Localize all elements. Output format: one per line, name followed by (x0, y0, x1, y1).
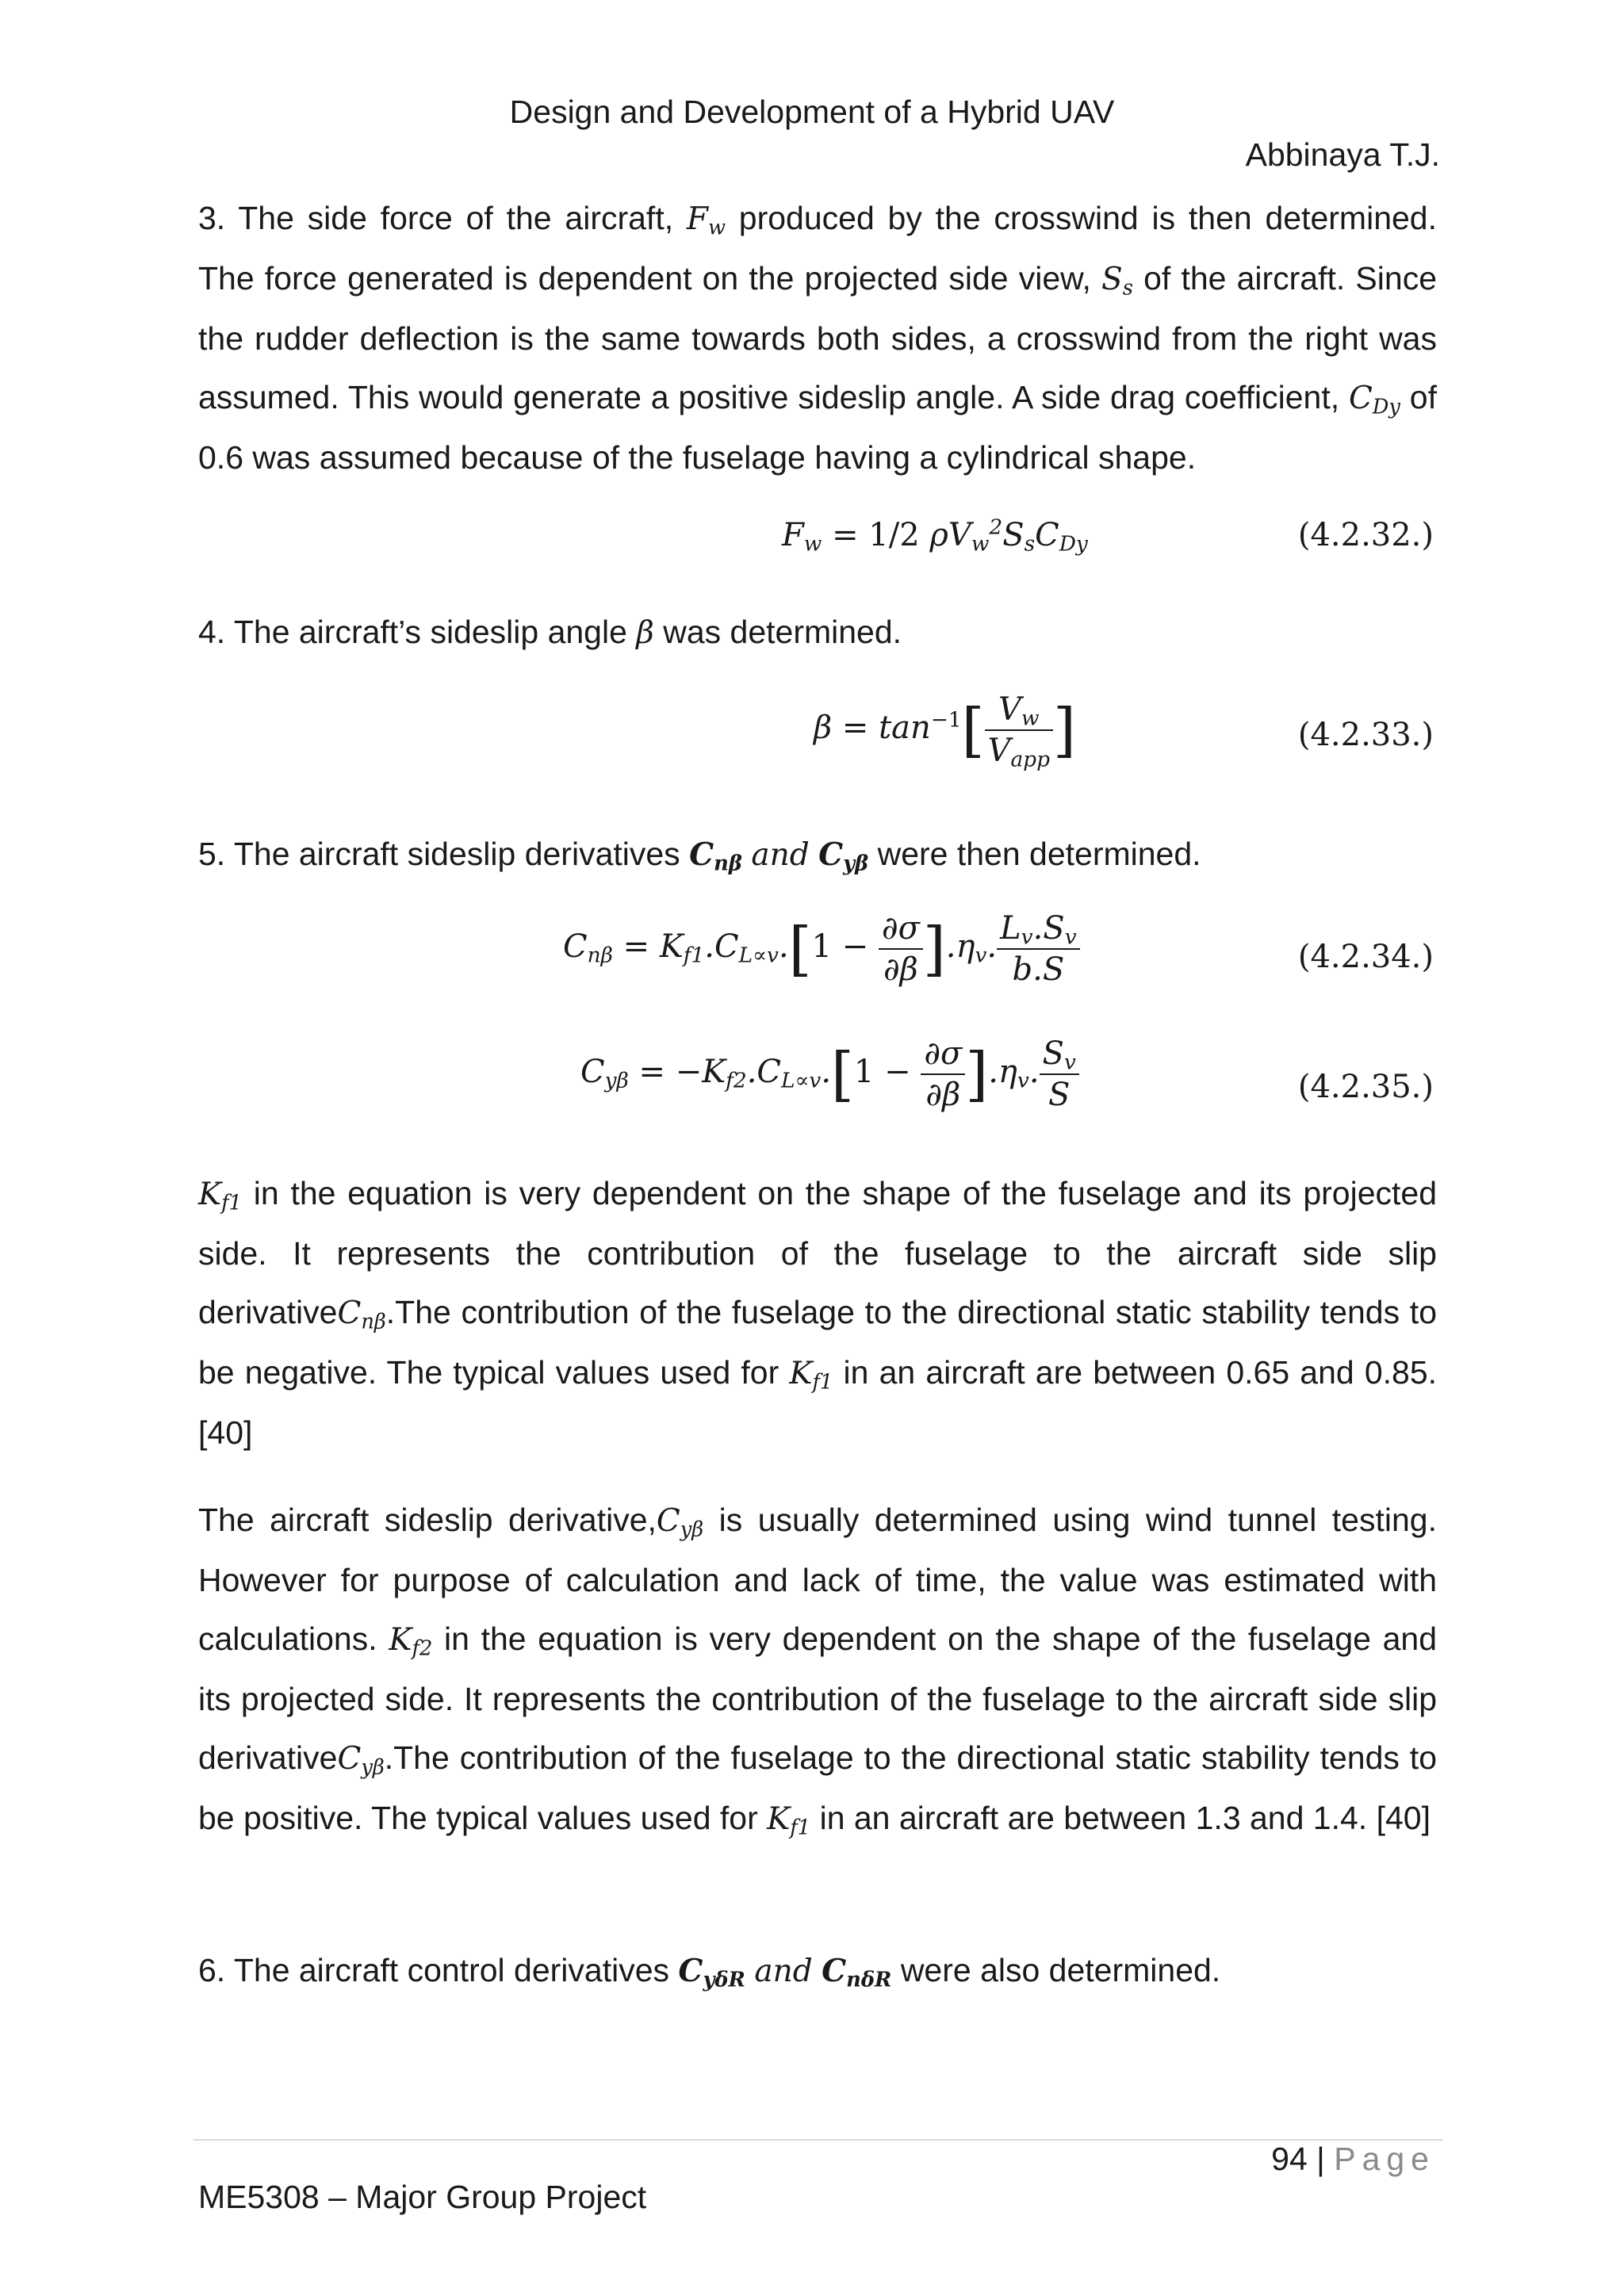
math-cdy: $C_{Dy}$ (1348, 381, 1400, 419)
paragraph-cybeta: The aircraft sideslip $derivative,C_{y\beta}$ is usually determined using wind tunnel testing. However for purpose of calculation and lack of time, the value was estimated with calculations. $K_{f2}$ in the equation is very dependent on the shape of the fuselage and its projected side. It represents the contribution of the fuselage to the aircraft side slip derivativeC$_{y\beta}$.The contribution of the fuselage to the directional static stability tends to be positive. The typical values used for $K_{f1}$ in an aircraft are between 1.3 and 1.4. [40] (198, 1502, 1437, 1840)
math-cybeta-inline: $C_{y\beta}$ (656, 1503, 704, 1542)
math-cnbeta-inline: $C_{n\beta}$ (337, 1295, 386, 1334)
math-cnbeta: $C_{n\beta}$ (689, 836, 742, 876)
equation-4-2-33: $\beta = \tan^{-1}$[ $\frac{V_w}{V_{app}}$ ] (814, 691, 1076, 772)
equation-number-4-2-33: (4.2.33.) (1297, 717, 1434, 753)
paragraph-step-5: 5. The aircraft sideslip derivatives $C_{n\beta}$ and $C_{y\beta}$ were then determined. (198, 836, 1201, 876)
footer-course: ME5308 – Major Group Project (198, 2179, 647, 2215)
equation-4-2-35: $C_{y\beta} = -K_{f2}.C_{L\propto v}.[1$ − $\frac{\partial\sigma}{\partial\beta}$ ]$.\eta_v$. $\frac{S_v}{S}$ (580, 1035, 1079, 1113)
footer-divider (193, 2139, 1443, 2141)
equation-4-2-32: $F_w = 1/2$ $\rho V_w^2S_sC_{Dy}$ (782, 515, 1088, 557)
equation-number-4-2-35: (4.2.35.) (1297, 1069, 1434, 1105)
math-cydeltar: $C_{y\delta R}$ (678, 1953, 745, 1992)
math-kf1: $K_{f1}$ (198, 1177, 243, 1215)
page-number: 94 | Page (1271, 2141, 1435, 2177)
math-cndeltar: $C_{n\delta R}$ (822, 1953, 892, 1992)
equation-number-4-2-32: (4.2.32.) (1297, 517, 1434, 553)
equation-number-4-2-34: (4.2.34.) (1297, 939, 1434, 975)
paragraph-step-4: 4. The aircraft’s sideslip angle β was determined. (198, 614, 902, 651)
paragraph-step-3: 3. The side force of the aircraft, $F_w$ produced by the crosswind is then determined. The force generated is dependent on the projected side view, $S_s$ of the aircraft. Since the rudder deflection is the same towards both sides, a crosswind from the right was assumed. This would generate a positive sideslip angle. A side drag coefficient, $C_{Dy}$ of 0.6 was assumed because of the fuselage having a cylindrical shape. (198, 200, 1437, 476)
page-label: Page (1334, 2141, 1435, 2177)
math-beta: β (636, 615, 654, 651)
math-kf1-inline: $K_{f1}$ (789, 1356, 833, 1395)
math-fw: $F_w$ (686, 201, 726, 240)
document-header-title: Design and Development of a Hybrid UAV (509, 94, 1115, 130)
math-cybeta-inline-2: $C_{y\beta}$ (337, 1741, 385, 1780)
paragraph-step-6: 6. The aircraft control derivatives $C_{y\delta R}$ and $C_{n\delta R}$ were also determined. (198, 1952, 1221, 1992)
paragraph-kf1: $K_{f1}$ in the equation is very dependent on the shape of the fuselage and its projected side. It represents the contribution of the fuselage to the aircraft side slip derivativeC$_{n\beta}$.The contribution of the fuselage to the directional static stability tends to be negative. The typical values used for $K_{f1}$ in an aircraft are between 0.65 and 0.85. [40] (198, 1175, 1438, 1451)
math-kf1-inline-2: $K_{f1}$ (767, 1801, 811, 1840)
math-kf2: $K_{f2}$ (389, 1622, 433, 1661)
math-ss: $S_s$ (1101, 262, 1133, 300)
document-header-author: Abbinaya T.J. (1245, 136, 1440, 173)
equation-4-2-34: $C_{n\beta} = K_{f1}.C_{L\propto v}.[1$ − $\frac{\partial\sigma}{\partial\beta}$ ]$.\eta_v$. $\frac{L_v.S_v}{b.S}$ (563, 910, 1080, 988)
math-cybeta: $C_{y\beta}$ (818, 836, 869, 876)
